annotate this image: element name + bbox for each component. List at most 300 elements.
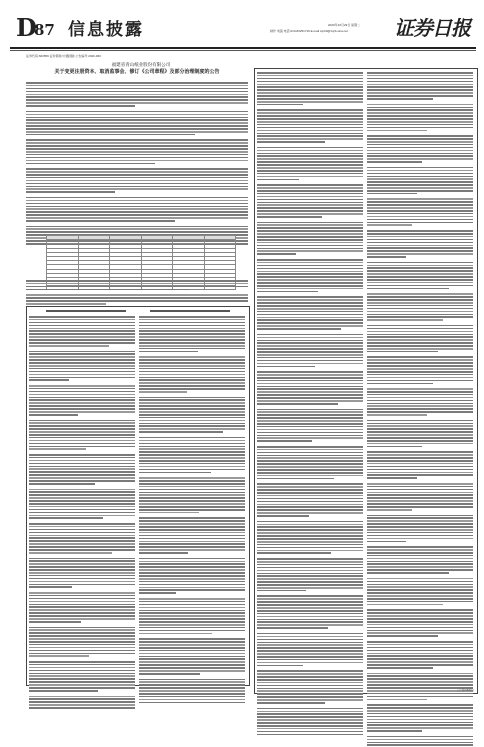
text-line (257, 319, 363, 321)
text-line (257, 288, 363, 290)
text-line (257, 308, 363, 310)
text-line (29, 457, 135, 459)
text-line (367, 383, 433, 385)
text-line (257, 486, 363, 488)
text-line (257, 227, 363, 229)
text-line (139, 627, 245, 629)
text-line (257, 601, 363, 603)
text-line (257, 578, 363, 580)
text-line (367, 167, 473, 169)
text-line (29, 529, 135, 531)
text-line (257, 590, 306, 592)
text-line (257, 259, 363, 261)
text-line (139, 500, 245, 502)
text-line (257, 457, 363, 459)
text-line (139, 644, 245, 646)
text-line (257, 440, 312, 442)
text-line (139, 633, 212, 635)
text-line (29, 494, 135, 496)
text-line (26, 180, 248, 182)
text-line (257, 101, 363, 103)
text-line (139, 345, 245, 347)
text-line (367, 95, 473, 97)
text-line (367, 515, 473, 517)
text-line (367, 84, 473, 86)
text-line (367, 328, 473, 330)
text-line (26, 226, 248, 228)
text-line (139, 681, 245, 683)
text-line (367, 219, 473, 221)
text-line (29, 345, 109, 347)
text-line (367, 489, 473, 491)
text-line (367, 150, 473, 152)
text-line (29, 414, 78, 416)
text-line (139, 587, 245, 589)
text-line (29, 647, 135, 649)
text-line (257, 92, 363, 94)
text-line (367, 282, 473, 284)
text-line (29, 696, 135, 698)
text-line (367, 420, 473, 422)
text-line (139, 558, 245, 560)
text-line (29, 701, 135, 703)
text-line (139, 385, 245, 387)
text-line (367, 612, 473, 614)
text-line (139, 431, 223, 433)
text-line (257, 647, 363, 649)
text-line (257, 478, 334, 480)
text-line (26, 228, 248, 230)
text-line (139, 333, 245, 335)
text-line (257, 535, 363, 537)
text-line (139, 405, 245, 407)
text-line (26, 286, 248, 288)
text-line (139, 463, 245, 465)
text-line (257, 216, 322, 218)
text-line (29, 592, 135, 594)
text-line (257, 305, 363, 307)
text-line (257, 158, 363, 160)
text-line (367, 161, 422, 163)
text-line (367, 213, 473, 215)
text-line (139, 325, 245, 327)
text-line (257, 685, 363, 687)
text-line (139, 552, 188, 554)
text-line (29, 425, 135, 427)
text-line (29, 325, 135, 327)
text-line (257, 170, 363, 172)
text-line (257, 676, 363, 678)
text-line (29, 552, 112, 554)
text-line (367, 242, 473, 244)
text-line (29, 661, 135, 663)
text-line (257, 138, 363, 140)
text-line (139, 693, 245, 695)
text-line (29, 420, 135, 422)
text-line (257, 84, 363, 86)
text-line (29, 604, 135, 606)
text-line (367, 397, 473, 399)
text-line (367, 135, 473, 137)
text-line (257, 81, 363, 83)
text-line (29, 408, 135, 410)
text-line (26, 280, 248, 282)
text-line (139, 512, 199, 514)
text-line (257, 121, 363, 123)
text-line (29, 351, 135, 353)
text-line (29, 397, 135, 399)
text-line (367, 563, 473, 565)
text-line (367, 245, 473, 247)
text-line (257, 360, 363, 362)
text-line (257, 639, 363, 641)
text-line (139, 563, 245, 565)
text-line (367, 187, 473, 189)
text-line (139, 561, 245, 563)
text-line (367, 477, 417, 479)
text-line (29, 523, 135, 525)
text-line (139, 371, 245, 373)
text-line (367, 509, 412, 511)
text-line (257, 161, 363, 163)
text-line (367, 198, 473, 200)
text-line (26, 220, 175, 222)
text-line (257, 207, 363, 209)
text-line (29, 394, 135, 396)
text-line (26, 94, 248, 96)
text-line (26, 154, 248, 156)
text-line (367, 466, 473, 468)
text-line (367, 193, 417, 195)
text-line (257, 167, 363, 169)
text-line (257, 184, 363, 186)
text-line (26, 289, 190, 291)
text-line (257, 196, 363, 198)
text-line (139, 316, 245, 318)
text-line (29, 653, 135, 655)
text-line (139, 492, 245, 494)
text-line (26, 200, 248, 202)
continued-note: (下转D88版) (457, 688, 474, 692)
text-line (367, 112, 473, 114)
text-line (257, 271, 363, 273)
text-line (257, 420, 363, 422)
text-line (257, 383, 363, 385)
text-line (139, 578, 245, 580)
text-line (257, 296, 363, 298)
text-line (139, 336, 245, 338)
text-line (367, 374, 473, 376)
text-line (257, 155, 363, 157)
text-line (367, 319, 443, 321)
issue-date: 2020年10月29日 星期二 (328, 23, 361, 27)
text-line (367, 618, 473, 620)
text-line (257, 688, 363, 690)
text-line (26, 102, 248, 104)
text-line (26, 191, 115, 193)
text-line (257, 245, 363, 247)
text-line (257, 624, 363, 626)
text-line (139, 362, 245, 364)
text-line (29, 546, 135, 548)
text-line (367, 224, 412, 226)
text-line (257, 728, 363, 730)
text-line (257, 472, 363, 474)
text-line (139, 509, 245, 511)
newspaper-logo: 证券日报 (394, 16, 470, 40)
text-line (29, 586, 72, 588)
text-line (367, 710, 473, 712)
text-line (367, 431, 473, 433)
text-line (257, 366, 315, 368)
text-line (139, 472, 211, 474)
text-line (26, 300, 248, 302)
text-line (367, 316, 473, 318)
text-line (367, 615, 473, 617)
section-title: 信息披露 (68, 20, 144, 39)
masthead-rule-thin (10, 50, 476, 51)
text-line (29, 365, 135, 367)
page-number: 87 (34, 21, 55, 39)
text-line (367, 581, 473, 583)
text-line (257, 273, 363, 275)
text-line (257, 693, 363, 695)
text-line (367, 176, 473, 178)
text-line (257, 351, 363, 353)
text-line (257, 417, 363, 419)
text-line (257, 282, 363, 284)
text-line (29, 374, 135, 376)
text-line (257, 242, 363, 244)
text-line (367, 359, 473, 361)
text-line (139, 348, 245, 350)
text-line (139, 359, 245, 361)
text-line (26, 157, 248, 159)
text-line (367, 115, 473, 117)
text-line (29, 543, 135, 545)
text-line (29, 503, 135, 505)
text-line (257, 414, 363, 416)
text-line (26, 88, 248, 90)
text-line (257, 299, 363, 301)
text-line (257, 570, 363, 572)
text-line (29, 440, 135, 442)
text-line (367, 517, 473, 519)
text-line (257, 722, 363, 724)
text-line (26, 294, 248, 296)
text-line (257, 403, 338, 405)
text-line (257, 302, 363, 304)
text-line (367, 92, 473, 94)
text-line (29, 509, 135, 511)
text-line (367, 311, 473, 313)
text-line (367, 305, 473, 307)
text-line (29, 500, 135, 502)
text-line (139, 653, 245, 655)
text-line (367, 621, 473, 623)
text-line (257, 253, 296, 255)
text-line (367, 147, 473, 149)
text-line (257, 544, 363, 546)
body-text-block (139, 316, 245, 705)
left-column (26, 54, 248, 684)
text-line (367, 589, 473, 591)
text-line (139, 650, 245, 652)
text-line (257, 78, 363, 80)
text-line (29, 359, 135, 361)
text-line (139, 489, 245, 491)
text-line (367, 673, 473, 675)
text-line (139, 391, 187, 393)
text-line (367, 742, 473, 744)
text-line (26, 171, 248, 173)
text-line (257, 521, 363, 523)
text-line (367, 627, 473, 629)
text-line (367, 339, 473, 341)
text-line (139, 483, 245, 485)
text-line (29, 448, 86, 450)
text-line (139, 437, 245, 439)
text-line (257, 104, 303, 106)
text-line (29, 512, 135, 514)
text-line (29, 635, 135, 637)
text-line (139, 630, 245, 632)
text-line (257, 690, 363, 692)
text-line (257, 460, 363, 462)
text-line (26, 163, 155, 165)
text-line (139, 469, 245, 471)
text-line (257, 141, 325, 143)
text-line (367, 664, 473, 666)
text-line (26, 119, 248, 121)
text-line (257, 429, 363, 431)
text-line (257, 127, 363, 129)
text-line (139, 399, 245, 401)
text-line (367, 184, 473, 186)
text-line (139, 670, 245, 672)
text-line (26, 186, 248, 188)
text-line (257, 112, 363, 114)
text-line (257, 627, 328, 629)
text-line (29, 339, 135, 341)
text-line (29, 379, 69, 381)
text-line (367, 595, 473, 597)
text-line (139, 612, 245, 614)
text-line (29, 638, 135, 640)
text-line (257, 696, 363, 698)
text-line (139, 610, 245, 612)
text-line (257, 682, 363, 684)
text-line (367, 107, 473, 109)
text-line (139, 454, 245, 456)
text-line (26, 174, 248, 176)
text-line (257, 75, 363, 77)
text-line (139, 368, 245, 370)
text-line (257, 236, 363, 238)
text-line (257, 449, 363, 451)
text-line (29, 411, 135, 413)
text-line (367, 288, 449, 290)
text-line (257, 561, 363, 563)
text-line (367, 681, 473, 683)
text-line (29, 581, 135, 583)
text-line (139, 440, 245, 442)
text-line (139, 388, 245, 390)
text-line (29, 667, 135, 669)
text-line (367, 273, 473, 275)
text-line (29, 609, 135, 611)
text-line (29, 641, 135, 643)
text-line (139, 566, 245, 568)
text-line (367, 216, 473, 218)
text-line (29, 471, 135, 473)
text-line (367, 661, 473, 663)
text-line (139, 696, 245, 698)
text-line (367, 371, 473, 373)
text-line (367, 434, 473, 436)
text-line (29, 704, 135, 706)
text-line (367, 463, 473, 465)
text-line (367, 155, 473, 157)
text-line (367, 655, 473, 657)
text-line (367, 635, 438, 637)
text-line (367, 75, 473, 77)
text-line (29, 584, 135, 586)
text-line (367, 604, 443, 606)
text-line (257, 98, 363, 100)
text-line (257, 455, 363, 457)
text-line (26, 139, 248, 141)
text-line (29, 532, 135, 534)
text-line (367, 325, 473, 327)
text-line (367, 722, 473, 724)
text-line (257, 616, 363, 618)
text-line (26, 206, 248, 208)
text-line (257, 584, 363, 586)
text-line (139, 673, 200, 675)
text-line (257, 179, 299, 181)
text-line (367, 377, 473, 379)
text-line (257, 713, 363, 715)
text-line (257, 541, 363, 543)
text-line (29, 437, 135, 439)
text-line (257, 213, 363, 215)
text-line (367, 696, 473, 698)
text-line (139, 543, 245, 545)
text-line (367, 486, 473, 488)
text-line (367, 724, 473, 726)
text-line (257, 276, 363, 278)
text-line (257, 115, 363, 117)
text-line (367, 707, 473, 709)
text-line (139, 486, 245, 488)
text-line (29, 621, 81, 623)
text-line (367, 72, 473, 74)
text-line (257, 176, 363, 178)
text-line (29, 595, 135, 597)
text-line (257, 711, 363, 713)
text-line (26, 203, 248, 205)
text-line (139, 460, 245, 462)
text-line (139, 408, 245, 410)
text-line (139, 549, 245, 551)
text-line (367, 472, 473, 474)
text-line (367, 233, 473, 235)
text-line (257, 109, 363, 111)
text-line (367, 230, 473, 232)
text-line (29, 405, 135, 407)
text-line (367, 497, 473, 499)
